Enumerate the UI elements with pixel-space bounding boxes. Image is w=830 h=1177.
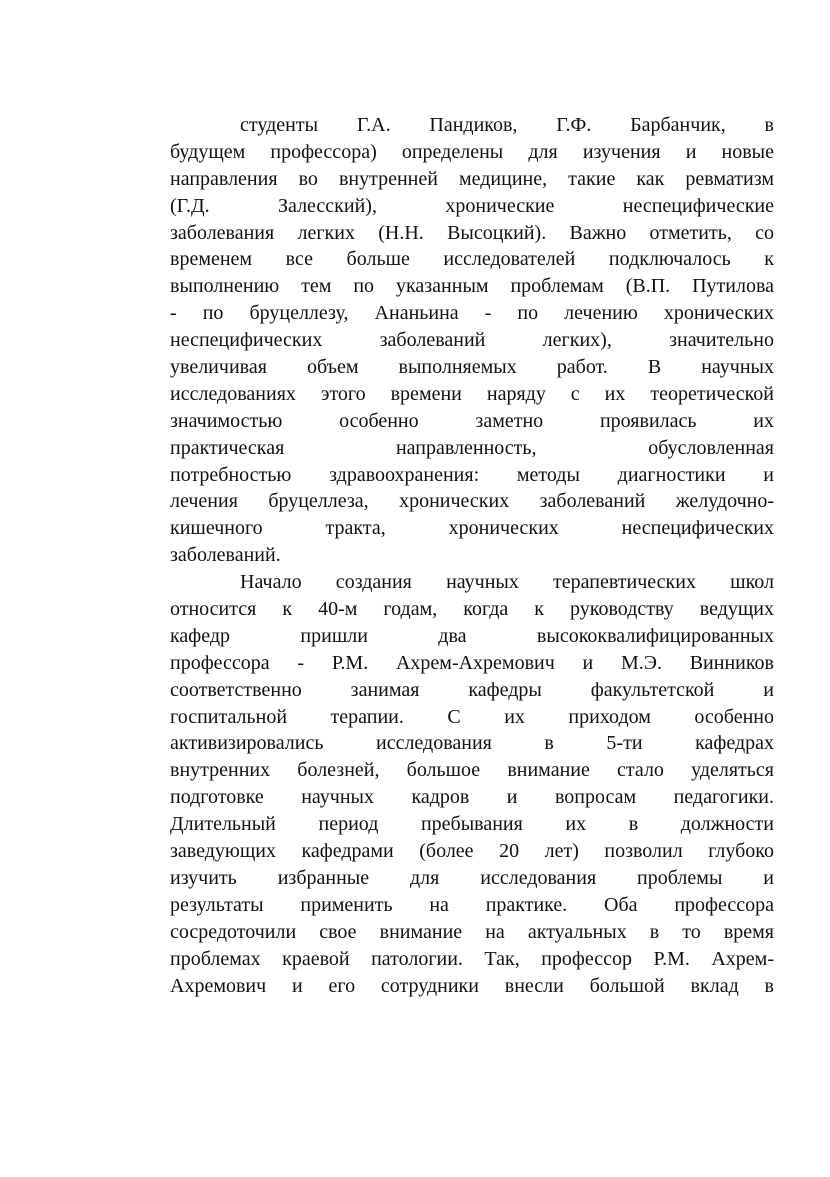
text-line-22: соответственно занимая кафедры факультетской и — [170, 678, 774, 701]
text-line-12: значимостью особенно заметно проявилась их — [170, 409, 774, 432]
text-line-15: лечения бруцеллеза, хронических заболеваний желудочно- — [170, 490, 774, 513]
text-line-9: неспецифических заболеваний легких), значительно — [170, 329, 774, 352]
text-line-27: Длительный период пребывания их в должности — [170, 813, 774, 836]
text-line-20: кафедр пришли два высококвалифицированных — [170, 624, 774, 647]
body-text — [170, 112, 774, 999]
text-line-2: будущем профессора) определены для изучения и новые — [170, 140, 774, 163]
text-line-19: относится к 40-м годам, когда к руководству ведущих — [170, 598, 774, 621]
text-line-4: (Г.Д. Залесский), хронические неспецифические — [170, 194, 774, 217]
text-line-21: профессора - Р.М. Ахрем-Ахремович и М.Э. Винников — [170, 651, 774, 674]
text-line-23: госпитальной терапии. С их приходом особенно — [170, 705, 774, 728]
text-line-11: исследованиях этого времени наряду с их теоретической — [170, 382, 774, 405]
text-line-1: студенты Г.А. Пандиков, Г.Ф. Барбанчик, в — [240, 114, 774, 136]
text-line-8: - по бруцеллезу, Ананьина - по лечению хронических — [170, 302, 774, 325]
text-line-26: подготовке научных кадров и вопросам педагогики. — [170, 786, 774, 809]
text-line-13: практическая направленность, обусловленная — [170, 436, 774, 459]
text-line-6: временем все больше исследователей подключалось к — [170, 248, 774, 271]
text-line-14: потребностью здравоохранения: методы диагностики и — [170, 463, 774, 486]
text-line-10: увеличивая объем выполняемых работ. В научных — [170, 356, 774, 379]
text-line-25: внутренних болезней, большое внимание стало уделяться — [170, 759, 774, 782]
text-line-17: заболеваний. — [170, 544, 281, 567]
text-line-32: проблемах краевой патологии. Так, профессор Р.М. Ахрем- — [170, 947, 774, 970]
text-line-24: активизировались исследования в 5-ти кафедрах — [170, 732, 774, 755]
text-line-33: Ахремович и его сотрудники внесли большой вклад в — [170, 974, 774, 997]
text-line-7: выполнению тем по указанным проблемам (В.П. Путилова — [170, 275, 774, 298]
text-line-5: заболевания легких (Н.Н. Высоцкий). Важно отметить, со — [170, 221, 774, 244]
text-line-28: заведующих кафедрами (более 20 лет) позволил глубоко — [170, 840, 774, 863]
text-line-31: сосредоточили свое внимание на актуальных в то время — [170, 920, 774, 943]
text-line-3: направления во внутренней медицине, такие как ревматизм — [170, 167, 774, 190]
text-line-16: кишечного тракта, хронических неспецифических — [170, 517, 774, 540]
text-line-30: результаты применить на практике. Оба профессора — [170, 893, 774, 916]
text-line-18: Начало создания научных терапевтических школ — [240, 571, 774, 594]
text-line-29: изучить избранные для исследования проблемы и — [170, 866, 774, 889]
